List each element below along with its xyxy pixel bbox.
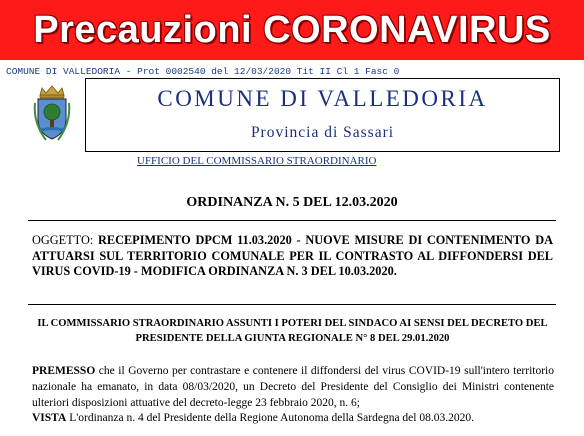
commissario-statement: IL COMMISSARIO STRAORDINARIO ASSUNTI I POTERI DEL SINDACO AI SENSI DEL DECRETO DEL PRESIDENTE DELLA GIUNTA REGIONALE N° 8 DEL 29.01.2020 (37, 318, 548, 344)
vista-paragraph (32, 411, 554, 427)
ufficio-heading: UFFICIO DEL COMMISSARIO STRAORDINARIO (137, 155, 377, 167)
divider-top (28, 220, 556, 221)
title-banner (0, 0, 584, 60)
premesso-paragraph (32, 364, 554, 411)
municipal-crest-icon (32, 85, 72, 143)
comune-name: COMUNE DI VALLEDORIA (157, 86, 488, 111)
divider-bottom (28, 304, 556, 305)
oggetto-text: RECEPIMENTO DPCM 11.03.2020 - NUOVE MISURE DI CONTENIMENTO DA ATTUARSI SUL TERRITORIO COMUNALE PER IL CONTRASTO AL DIFFONDERSI DEL VIRUS COVID-19 - MODIFICA ORDINANZA N. 3 DEL 10.03.2020. (32, 233, 553, 279)
header-box (85, 78, 560, 152)
protocol-line: COMUNE DI VALLEDORIA - Prot 0002540 del 12/03/2020 Tit II Cl 1 Fasc 0 (6, 66, 400, 77)
vista-keyword: VISTA (32, 412, 67, 425)
vista-text: L'ordinanza n. 4 del Presidente della Regione Autonoma della Sardegna del 08.03.2020. (69, 412, 474, 425)
premesso-text: che il Governo per contrastare e contenere il diffondersi del virus COVID-19 sull'intero territorio nazionale ha emanato, in data 08/03/2020, un Decreto del Presidente del Consiglio dei Ministri contenente ulteriori disposizioni attuative del decreto-legge 23 febbraio 2020, n. 6; (32, 365, 555, 409)
oggetto-block (32, 233, 553, 280)
body-text (32, 364, 554, 427)
banner-title: Precauzioni CORONAVIRUS (33, 8, 551, 51)
oggetto-label: OGGETTO: (32, 233, 94, 247)
ordinanza-title: ORDINANZA N. 5 DEL 12.03.2020 (186, 195, 398, 210)
premesso-keyword: PREMESSO (32, 365, 96, 377)
provincia-name: Provincia di Sassari (250, 124, 395, 141)
